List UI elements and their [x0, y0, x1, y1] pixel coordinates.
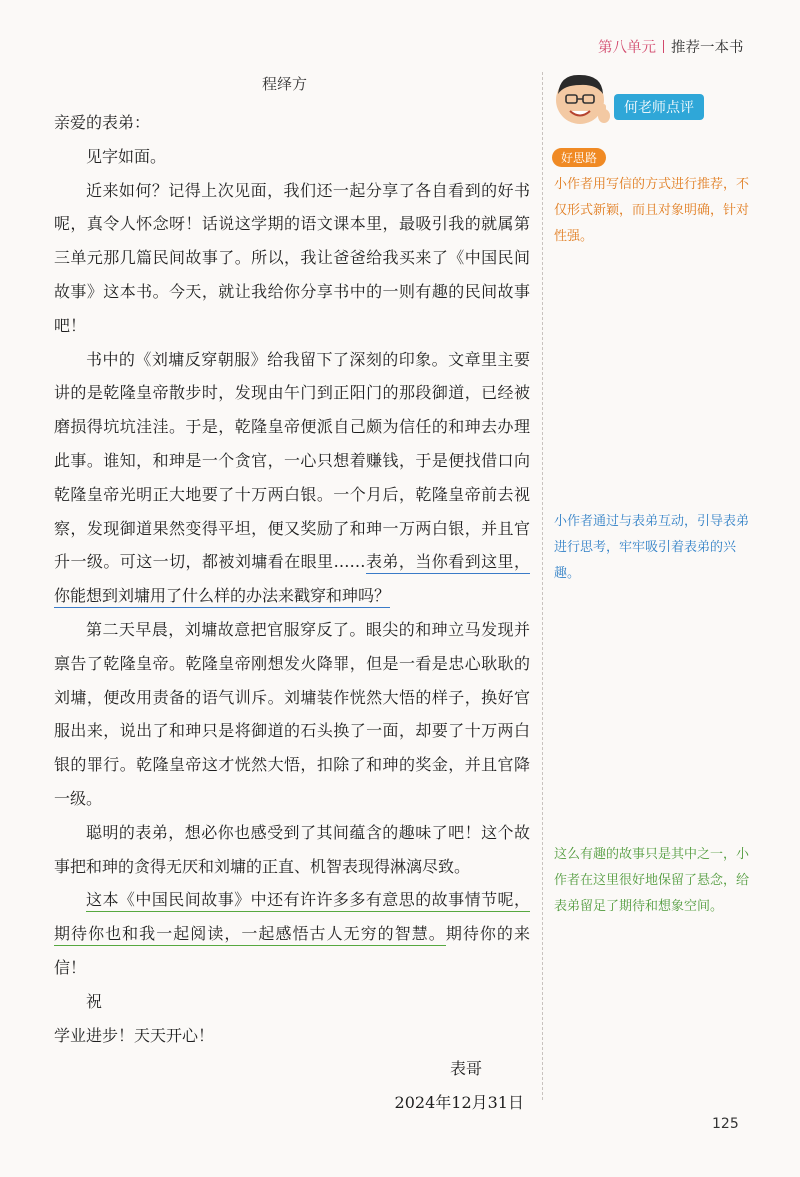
header-divider	[663, 40, 664, 53]
paragraph-5-text: 期待你的来信！	[54, 924, 530, 977]
greeting: 见字如面。	[86, 146, 167, 166]
topic-label: 推荐一本书	[671, 40, 744, 56]
comment-3: 这么有趣的故事只是其中之一，小作者在这里很好地保留了悬念，给表弟留足了期待和想象空间。	[554, 847, 750, 914]
teacher-comment-badge: 何老师点评	[614, 94, 704, 120]
underlined-question: 表弟，当你看到这里，你能想到刘墉用了什么样的办法来戳穿和珅吗？	[54, 552, 530, 608]
closing-wish: 学业进步！天天开心！	[54, 1025, 215, 1045]
sidebar-divider	[542, 72, 543, 1100]
signature: 表哥	[449, 1059, 482, 1079]
teacher-avatar-icon	[552, 70, 612, 130]
author-name: 程绎方	[262, 75, 308, 93]
paragraph-2	[54, 343, 530, 613]
paragraph-4: 聪明的表弟，想必你也感受到了其间蕴含的趣味了吧！这个故事把和珅的贪得无厌和刘墉的正直、机智表现得淋漓尽致。	[54, 822, 530, 876]
letter-date: 2024年12月31日	[394, 1093, 524, 1113]
paragraph-2-text: 书中的《刘墉反穿朝服》给我留下了深刻的印象。文章里主要讲的是乾隆皇帝散步时，发现由午门到正阳门的那段御道，已经被磨损得坑坑洼洼。于是，乾隆皇帝便派自己颇为信任的和珅去办理此事。谁知，和珅是一个贪官，一心只想着赚钱，于是便找借口向乾隆皇帝光明正大地要了十万两白银。一个月后，乾隆皇帝前去视察，发现御道果然变得平坦，便又奖励了和珅一万两白银，并且官升一级。可这一切，都被刘墉看在眼里……	[54, 349, 530, 572]
comment-1: 小作者用写信的方式进行推荐，不仅形式新颖，而且对象明确，针对性强。	[554, 177, 750, 244]
running-header	[598, 36, 744, 57]
page-number: 125	[712, 1116, 739, 1132]
closing-zhu: 祝	[86, 991, 103, 1011]
underlined-suspense: 这本《中国民间故事》中还有许许多多有意思的故事情节呢，期待你也和我一起阅读，一起感悟古人无穷的智慧。	[54, 890, 530, 946]
paragraph-3: 第二天早晨，刘墉故意把官服穿反了。眼尖的和珅立马发现并禀告了乾隆皇帝。乾隆皇帝刚想发火降罪，但是一看是忠心耿耿的刘墉，便改用责备的语气训斥。刘墉装作恍然大悟的样子，换好官服出来，说出了和珅只是将御道的石头换了一面，却要了十万两白银的罪行。乾隆皇帝这才恍然大悟，扣除了和珅的奖金，并且官降一级。	[54, 619, 530, 808]
teacher-comment-header	[552, 70, 722, 132]
paragraph-1: 近来如何？记得上次见面，我们还一起分享了各自看到的好书呢，真令人怀念呀！话说这学期的语文课本里，最吸引我的就属第三单元那几篇民间故事了。所以，我让爸爸给我买来了《中国民间故事》这本书。今天，就让我给你分享书中的一则有趣的民间故事吧！	[54, 180, 530, 335]
paragraph-5	[54, 883, 530, 984]
salutation: 亲爱的表弟：	[54, 113, 151, 132]
comment-2: 小作者通过与表弟互动，引导表弟进行思考，牢牢吸引着表弟的兴趣。	[554, 514, 750, 581]
good-idea-tag: 好思路	[552, 148, 606, 167]
unit-label: 第八单元	[598, 40, 656, 56]
letter-body	[54, 106, 530, 1120]
